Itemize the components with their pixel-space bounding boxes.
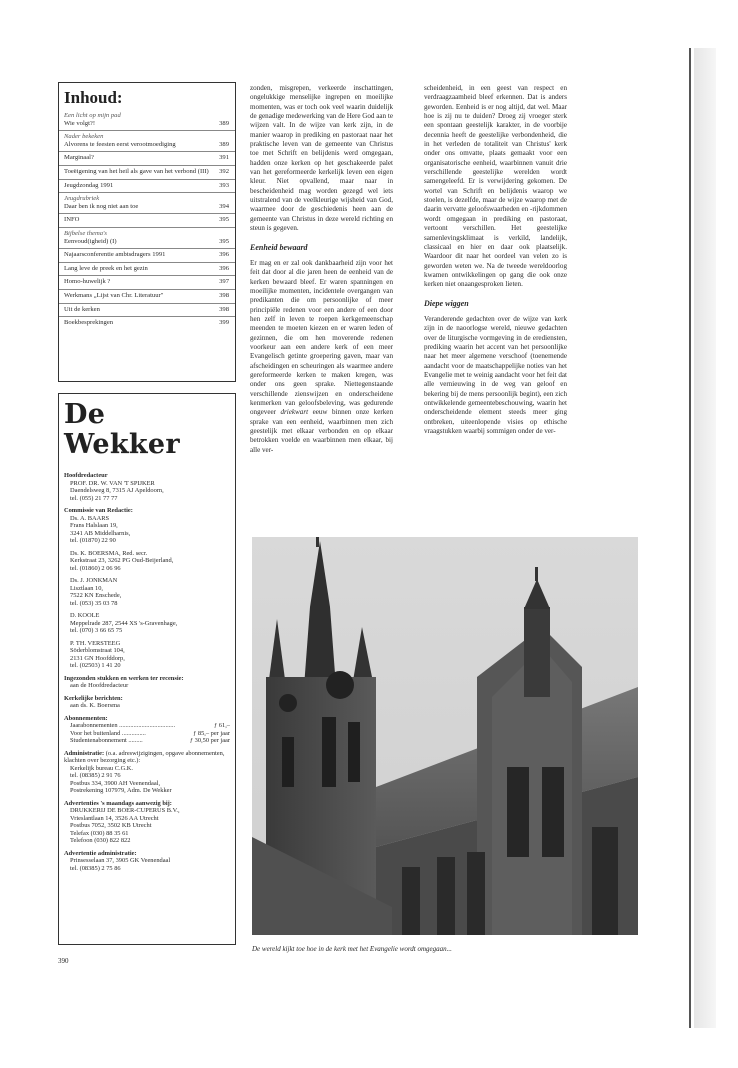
commissie-member-line: Meppelrade 287, 2544 XS 's-Gravenhage,: [70, 619, 178, 627]
article-subheading: Eenheid bewaard: [250, 242, 308, 252]
toc-entry-page: 398: [219, 291, 229, 299]
administratie-line: Kerkelijk bureau C.G.K.: [70, 764, 134, 772]
commissie-block: [64, 507, 230, 670]
advertenties-block: [64, 800, 230, 845]
toc-entry: [59, 110, 235, 130]
toc-entry-page: 397: [219, 278, 229, 286]
hoofdredacteur-label: Hoofdredacteur: [64, 472, 108, 479]
commissie-label: Commissie van Redactie:: [64, 507, 133, 514]
article-column-2: [424, 84, 567, 436]
toc-title: Inhoud:: [64, 88, 123, 107]
abonnement-name: Jaarabonnementen ...................................: [70, 722, 176, 729]
article-column-1: [250, 84, 393, 455]
article-text: Er mag en er zal ook dankbaarheid zijn voor het feit dat door al die jaren heen de eenheid van de kerken bewaard bleef. Er waren spanningen en moeilijke momenten, incidentele overgangen van predikanten die om persoonlijke of meer principiële redenen voor een andere of een door hen zelf in leven te roepen kerkgemeenschap meenden te moeten kiezen en er waren leden of gezinnen, die om hen moverende redenen voorkeur aan een andere kerk of een meer Evangelisch getinte groepering gaven, maar van afscheidingen en scheuringen als waarmee andere gereformeerde kerken te maken kregen, was onder ons geen sprake. Niettegenstaande verschillende zienswijzen en onderscheidene kenmerken van geloofsbeleving, was gedurende ongeveer: [250, 258, 393, 417]
ingezonden-label: Ingezonden stukken en werken ter recensie:: [64, 674, 184, 682]
toc-entry-title: Marginaal?: [64, 154, 94, 162]
toc-entry-title: Uit de kerken: [64, 305, 100, 313]
toc-entry-page: 389: [219, 119, 229, 127]
administratie-line: Postrekening 107979, Adm. De Wekker: [70, 787, 172, 794]
page-edge-shadow: [694, 48, 716, 1028]
abonnement-name: Studentenabonnement .........: [70, 737, 143, 744]
commissie-member: [64, 577, 230, 607]
commissie-member-line: D. KOOLE: [70, 612, 100, 619]
toc-entry: [59, 316, 235, 330]
toc-entry: [59, 130, 235, 151]
toc-entry-title: Daar ben ik nog niet aan toe: [64, 202, 139, 210]
advertenties-line: Postbus 7052, 3502 KB Utrecht: [70, 822, 152, 829]
abonnement-row: [64, 737, 230, 745]
ingezonden-value: aan de Hoofdredacteur: [70, 682, 129, 689]
toc-entry: [59, 303, 235, 317]
kerkelijke-value: aan ds. K. Boersma: [70, 702, 120, 709]
commissie-member-line: Ds. K. BOERSMA, Red. secr.: [70, 549, 148, 557]
photo-caption: De wereld kijkt toe hoe in de kerk met het Evangelie wordt omgegaan...: [252, 945, 452, 953]
toc-entry: [59, 213, 235, 227]
commissie-member-line: Kerkstraat 23, 3262 PG Oud-Beijerland,: [70, 557, 174, 564]
hoofdredacteur-block: [64, 472, 230, 502]
abonnement-price: ƒ 85,– per jaar: [193, 729, 230, 737]
commissie-member-line: Ds. J. JONKMAN: [70, 577, 118, 584]
table-of-contents: [58, 82, 236, 382]
commissie-member-line: Söderblomstraat 104,: [70, 647, 125, 654]
commissie-member: [64, 640, 230, 670]
toc-entry-page: 395: [219, 237, 229, 245]
toc-list: [59, 110, 235, 330]
administratie-line: tel. (08385) 2 91 76: [70, 772, 121, 779]
commissie-member-line: 2131 GN Hoofddorp,: [70, 654, 125, 662]
toc-entry: [59, 179, 235, 193]
abonnementen-block: [64, 715, 230, 745]
administratie-label: Administratie:: [64, 749, 105, 757]
advertentie-administratie-line: tel. (08385) 2 75 86: [70, 864, 121, 872]
toc-entry-category: Bijbelse thema's: [64, 229, 107, 237]
toc-entry-page: 392: [219, 167, 229, 175]
toc-entry: [59, 275, 235, 289]
abonnement-price: ƒ 61,–: [214, 722, 230, 729]
toc-entry-title: Homo-huwelijk ?: [64, 278, 111, 286]
kerkelijke-label: Kerkelijke berichten:: [64, 694, 123, 702]
advertenties-line: Telefoon (030) 822 822: [70, 837, 131, 844]
commissie-member-line: tel. (01860) 2 06 96: [70, 564, 121, 572]
church-photo-illustration: [252, 537, 638, 935]
commissie-list: [64, 515, 230, 670]
abonnement-name: Voor het buitenland ...............: [70, 729, 146, 737]
toc-entry-page: 391: [219, 154, 229, 162]
article-paragraph: [250, 259, 393, 455]
page-number: 390: [58, 957, 69, 965]
toc-entry-page: 396: [219, 251, 229, 259]
toc-entry-title: Wie volgt?!: [64, 119, 96, 127]
toc-entry-category: Nader bekeken: [64, 133, 104, 141]
kerkelijke-block: [64, 695, 230, 710]
toc-entry: [59, 227, 235, 248]
toc-entry: [59, 165, 235, 179]
masthead: [58, 393, 236, 945]
abonnementen-label: Abonnementen:: [64, 714, 108, 722]
toc-entry-page: 394: [219, 202, 229, 210]
toc-entry-title: Alvorens te feesten eerst verootmoediging: [64, 140, 176, 148]
article-text: eeuw binnen onze kerken sprake van een eenheid, waarbinnen men zich geestelijk met elkaar verbonden en op elkaar betrokken voelde en waarbinnen men elkaar, bij alle ver-: [250, 408, 393, 454]
toc-entry-category: Jeugdrubriek: [64, 195, 100, 203]
article-paragraph: Veranderende gedachten over de wijze van kerk zijn in de naoorlogse wereld, nieuwe gedachten over de liturgische vormgeving in de erediensten, prediking waarin het accent van het persoonlijke naar het meer algemene verschoof (toenemende aandacht voor de maatschappelijke noties van het Evangelie met te weinig aandacht voor het feit dat alle vernieuwing in de weg van geloof en bekering bij de mens persoonlijk begint), een zich ontwikkelende gemeentebeschouwing, waarin het onderscheidende element steeds meer ging ontbreken, uiteenlopende visies op ethische vraagstukken waarbij sommigen onder de ver-: [424, 314, 567, 436]
abonnement-row: [64, 730, 230, 738]
toc-entry-title: Lang leve de preek en het gezin: [64, 264, 148, 272]
toc-entry-page: 399: [219, 319, 229, 327]
advertenties-label: Advertenties 's maandags aanwezig bij:: [64, 799, 172, 807]
advertenties-line: Telefax (030) 88 35 61: [70, 829, 129, 837]
toc-entry: [59, 289, 235, 303]
advertentie-administratie-label: Advertentie administratie:: [64, 849, 137, 857]
toc-entry-title: Jeugdzondag 1991: [64, 181, 114, 189]
toc-entry-title: Werkmans „Lijst van Chr. Literatuur": [64, 291, 164, 299]
commissie-member-line: tel. (053) 35 03 78: [70, 599, 118, 607]
toc-entry-title: Toeëigening van het heil als gave van het verbond (III): [64, 167, 209, 175]
administratie-line: Postbus 334, 3900 AH Veenendaal,: [70, 779, 161, 787]
abonnement-row: [64, 722, 230, 730]
commissie-member-line: Ds. A. BAARS: [70, 514, 110, 522]
commissie-member: [64, 515, 230, 545]
toc-entry: [59, 248, 235, 262]
hoofdredacteur-line: Daendelsweg 8, 7315 AJ Apeldoorn,: [70, 487, 164, 494]
commissie-member: [64, 612, 230, 635]
ingezonden-block: [64, 675, 230, 690]
advertenties-line: DRUKKERIJ DE BOER-CUPERUS B.V.,: [70, 807, 180, 814]
masthead-title: De Wekker: [64, 399, 180, 460]
commissie-member-line: tel. (070) 3 66 65 75: [70, 627, 123, 634]
advertentie-administratie-line: Prinsesselaan 37, 3905 GK Veenendaal: [70, 857, 171, 864]
page-edge-line: [689, 48, 691, 1028]
commissie-member-line: Lisztlaan 10,: [70, 584, 104, 592]
article-paragraph: zonden, misgrepen, verkeerde inschattingen, ongelukkige menselijke ingrepen en moeilijke momenten, was er toch ook veel waarin duidelijk de genadige medewerking van de Here God aan te wijzen valt. In de wijze van kerk zijn, in de manier waarop in prediking en pastoraat naar het praktische leven van de gemeente van Christus toe met Schrift en belijdenis werd omgegaan, hadden onze kerken op het geschakeerde palet van het gereformeerde kerkelijk leven een eigen kleur. Niet opvallend, maar naar in bescheidenheid mag worden gezegd wel iets uitstralend van de veelkleurige wijsheid van God, waarmee door de geschiedenis heen aan de gemeente van Christus in deze wereld richting en steun is gegeven.: [250, 84, 393, 233]
article-paragraph: scheidenheid, in een geest van respect en verdraagzaamheid bleef erkennen. Dat is anders geworden. Eenheid is er nog altijd, dat wel. Maar hoe is zij nu te duiden? Droeg zij vroeger sterk een spontaan geestelijk karakter, in de voorbije decennia heeft de geestelijke verbondenheid, die in het verleden de totaliteit van Christus' kerk onder ons omvatte, plaats gemaakt voor een organisatorische eenheid, waarbinnen vanuit drie verschillende geestelijke werelden wordt samengeleefd. Er is verwijdering gekomen. De wortel van Schrift en belijdenis waarop we stoelen, is dezelfde, maar de wijze waarop met de daarin vervatte geloofswaarheden en -rijkdommen wordt omgegaan in prediking en pastoraat, vertoont verschillen. Het geestelijke samenlevingsklimaat is verkild, landelijk, classicaal en hier en daar ook plaatselijk. Waardoor dit naar het oordeel van velen zo is geworden weten we. Na de tweede wereldoorlog kwamen ontwikkelingen op gang die ook onze kerken niet onaangesproken lieten.: [424, 84, 567, 289]
abonnement-price: ƒ 30,50 per jaar: [189, 737, 230, 744]
article-emphasis: driekwart: [280, 408, 309, 417]
commissie-member-line: Frans Halslaan 19,: [70, 522, 118, 529]
toc-entry: [59, 192, 235, 213]
advertenties-line: Vrieslantlaan 14, 3526 AA Utrecht: [70, 814, 159, 822]
toc-entry: [59, 151, 235, 165]
toc-entry: [59, 262, 235, 276]
administratie-block: [64, 750, 230, 795]
advertentie-administratie-block: [64, 850, 230, 873]
toc-entry-page: 393: [219, 181, 229, 189]
commissie-member-line: 3241 AB Middelharnis,: [70, 529, 131, 537]
toc-entry-title: Eenvoud(igheid) (I): [64, 237, 117, 245]
administratie-note: (o.a. adreswijzigingen, opgave abonnementen, klachten over bezorging etc.):: [64, 749, 225, 764]
commissie-member-line: tel. (01870) 22 90: [70, 537, 116, 544]
toc-entry-page: 389: [219, 140, 229, 148]
toc-entry-page: 398: [219, 305, 229, 313]
commissie-member-line: 7522 KN Enschede,: [70, 592, 122, 599]
toc-entry-title: Boekbesprekingen: [64, 319, 114, 327]
toc-entry-category: Een licht op mijn pad: [64, 112, 121, 119]
toc-entry-title: Najaarsconferentie ambtsdragers 1991: [64, 251, 166, 259]
commissie-member-line: P. TH. VERSTEEG: [70, 639, 121, 647]
church-photo: [252, 537, 638, 935]
abonnementen-list: [64, 722, 230, 745]
toc-entry-title: INFO: [64, 216, 80, 224]
article-subheading: Diepe wiggen: [424, 298, 469, 308]
hoofdredacteur-line: tel. (055) 21 77 77: [70, 494, 118, 502]
toc-entry-page: 396: [219, 264, 229, 272]
toc-entry-page: 395: [219, 216, 229, 224]
commissie-member-line: tel. (02503) 1 41 20: [70, 662, 121, 669]
hoofdredacteur-line: PROF. DR. W. VAN 'T SPIJKER: [70, 479, 155, 487]
commissie-member: [64, 550, 230, 573]
